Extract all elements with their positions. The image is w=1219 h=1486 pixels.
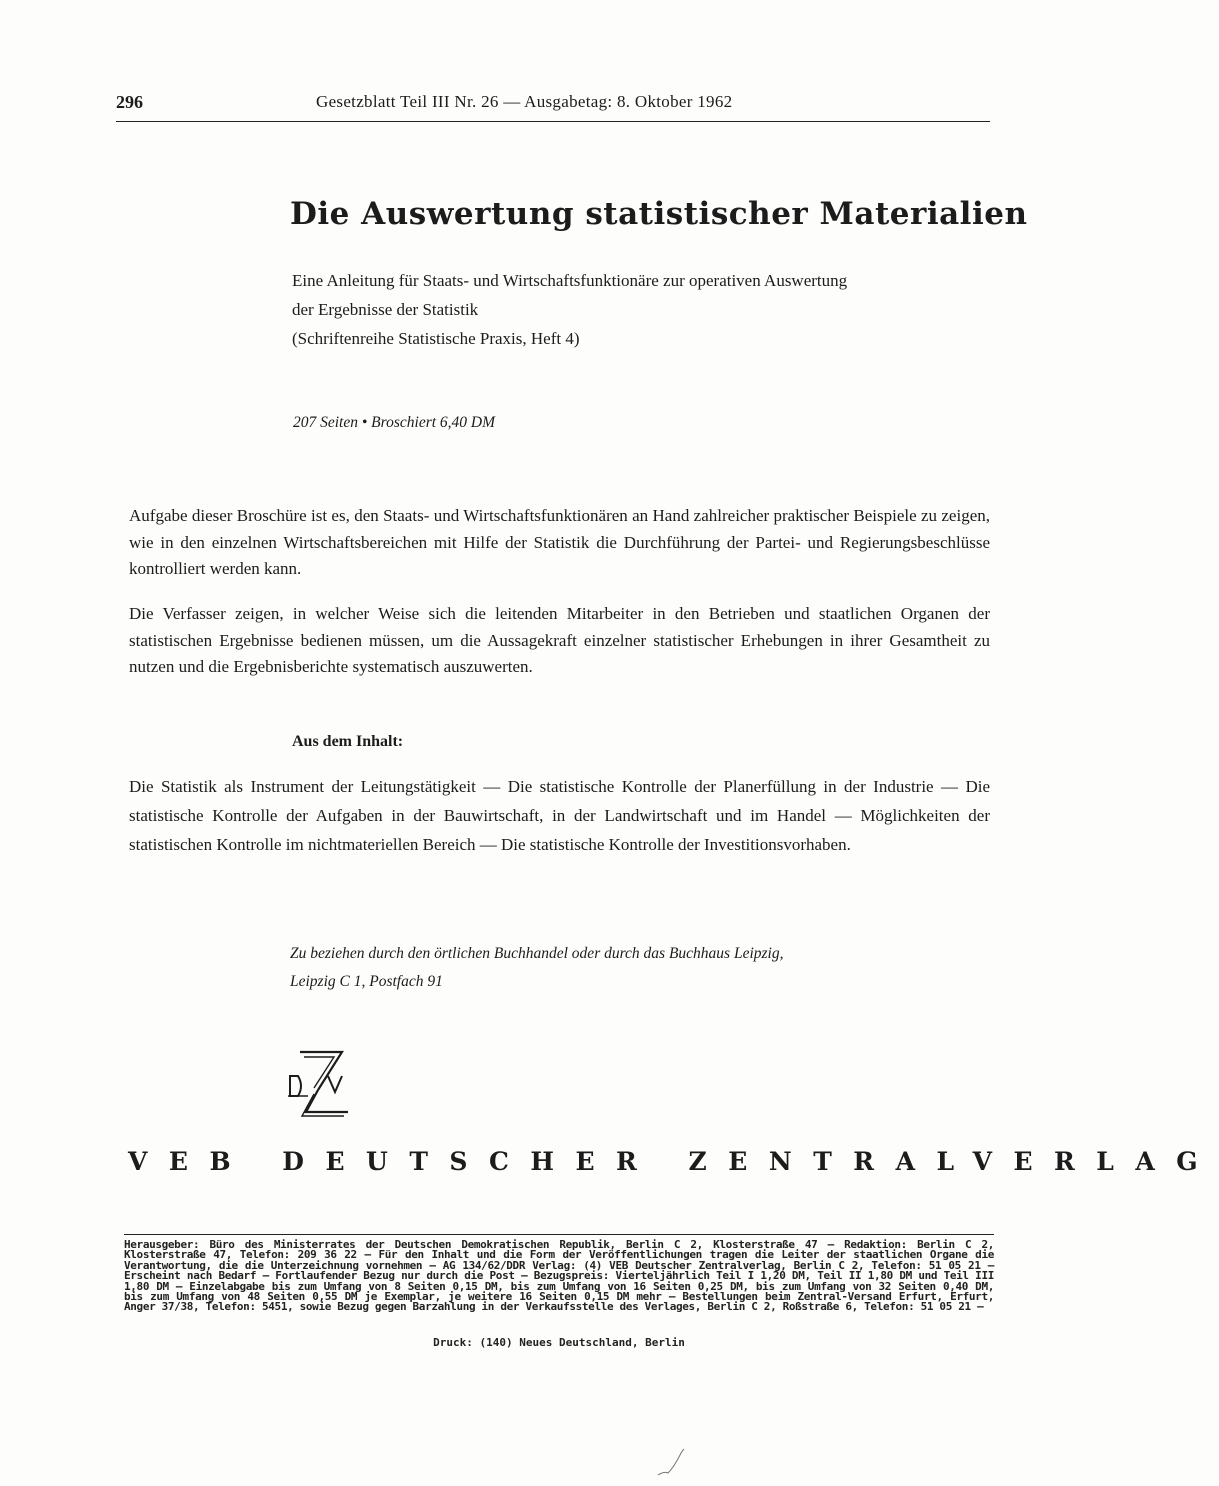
veb-zentralverlag-logo-icon (284, 1048, 356, 1120)
imprint-text: Herausgeber: Büro des Ministerrates der Deutschen Demokratischen Republik, Berlin C 2, Klosterstraße 47 — Redaktion: Berlin C 2, Klosterstraße 47, Telefon: 209 36 22 — Für den Inhalt und die Form der Veröffentlichungen tragen die Leiter der staatlichen Organe die Verantwortung, die die Unterzeichnung vornehmen — AG 134/62/DDR Verlag: (4) VEB Deutscher Zentralverlag, Berlin C 2, Telefon: 51 05 21 — Erscheint nach Bedarf — Fortlaufender Bezug nur durch die Post — Bezugspreis: Vierteljährlich Teil I 1,20 DM, Teil II 1,80 DM und Teil III 1,80 DM — Einzelabgabe bis zum Umfang von 8 Seiten 0,15 DM, bis zum Umfang von 16 Seiten 0,25 DM, bis zum Umfang von 32 Seiten 0,40 DM, bis zum Umfang von 48 Seiten 0,55 DM je Exemplar, je weitere 16 Seiten 0,15 DM mehr — Bestellungen beim Zentral-Versand Erfurt, Erfurt, Anger 37/38, Telefon: 5451, sowie Bezug gegen Barzahlung in der Verkaufsstelle des Verlages, Berlin C 2, Roßstraße 6, Telefon: 51 05 21 — (124, 1238, 994, 1314)
page-number: 296 (116, 92, 143, 112)
order-line-1: Zu beziehen durch den örtlichen Buchhandel oder durch das Buchhaus Leipzig, (290, 945, 784, 962)
contents-text: Die Statistik als Instrument der Leitungstätigkeit — Die statistische Kontrolle der Planerfüllung in der Industrie — Die statistische Kontrolle der Aufgaben in der Bauwirtschaft, in der Landwirtschaft und im Handel — Möglichkeiten der statistischen Kontrolle im nichtmateriellen Bereich — Die statistische Kontrolle der Investitionsvorhaben. (129, 777, 990, 854)
book-subtitle (292, 266, 992, 353)
series-note: (Schriftenreihe Statistische Praxis, Heft 4) (292, 329, 580, 348)
pencil-mark (650, 1445, 690, 1481)
contents-heading: Aus dem Inhalt: (292, 733, 404, 750)
footer-rule (124, 1234, 994, 1235)
order-line-2: Leipzig C 1, Postfach 91 (290, 973, 443, 990)
publisher-name: VEB DEUTSCHER ZENTRALVERLAG (128, 1147, 1219, 1176)
running-header: Gesetzblatt Teil III Nr. 26 — Ausgabetag: 8. Oktober 1962 (316, 92, 733, 111)
header-rule (116, 121, 990, 122)
book-title: Die Auswertung statistischer Materialien (290, 196, 1028, 232)
price-info: 207 Seiten • Broschiert 6,40 DM (293, 414, 496, 431)
subtitle-line-2: der Ergebnisse der Statistik (292, 300, 479, 319)
description-paragraph-1: Aufgabe dieser Broschüre ist es, den Staats- und Wirtschaftsfunktionären an Hand zahlreicher praktischer Beispiele zu zeigen, wie in den einzelnen Wirtschaftsbereichen mit Hilfe der Statistik die Durchführung der Partei- und Regierungsbeschlüsse kontrolliert werden kann. (129, 506, 990, 578)
order-info (290, 940, 930, 996)
subtitle-line-1: Eine Anleitung für Staats- und Wirtschaftsfunktionäre zur operativen Auswertung (292, 271, 848, 290)
printer-line: Druck: (140) Neues Deutschland, Berlin (433, 1336, 685, 1349)
description-paragraph-2: Die Verfasser zeigen, in welcher Weise sich die leitenden Mitarbeiter in den Betrieben und staatlichen Organen der statistischen Ergebnisse bedienen müssen, um die Aussagekraft einzelner statistischer Erhebungen in ihrer Gesamtheit zu nutzen und die Ergebnisberichte systematisch auszuwerten. (129, 604, 990, 676)
